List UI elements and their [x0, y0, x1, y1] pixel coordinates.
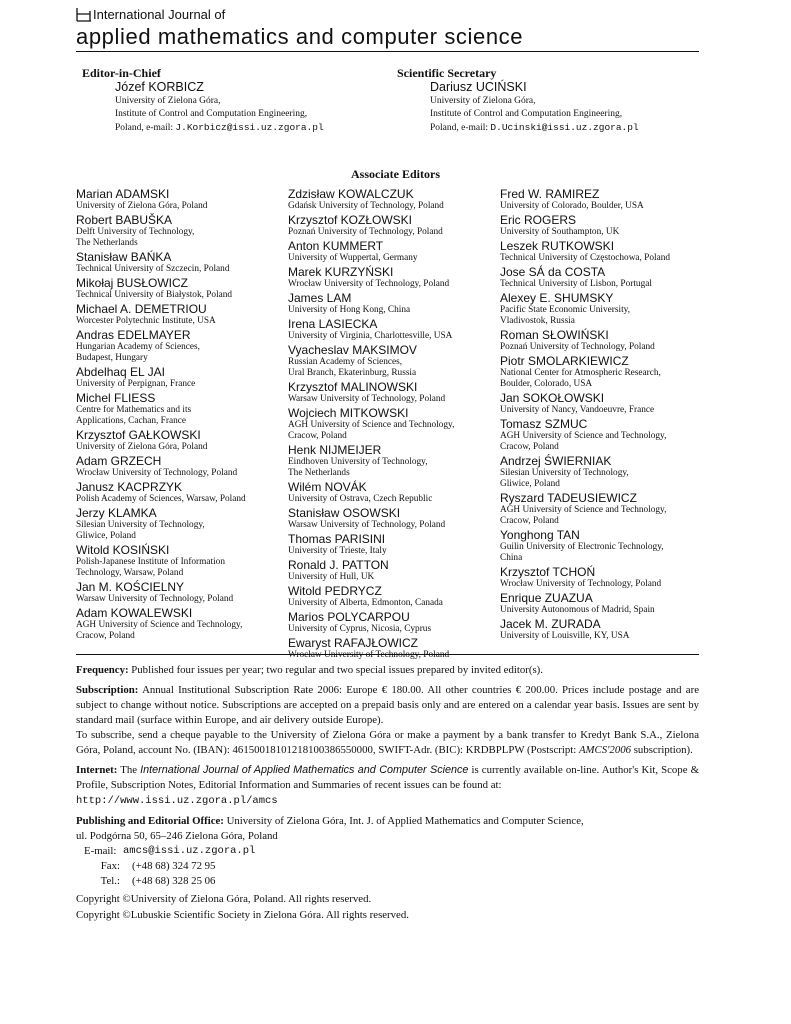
editor-entry: [76, 454, 291, 479]
editor-name: Andrzej ŚWIERNIAK: [500, 454, 612, 468]
editor-name: Krzysztof TCHOŃ: [500, 565, 596, 579]
editor-affiliation: Boulder, Colorado, USA: [500, 379, 593, 389]
editor-entry: [76, 580, 291, 605]
masthead: [76, 6, 700, 50]
editor-affiliation: University of Cyprus, Nicosia, Cyprus: [288, 624, 432, 634]
editor-entry: [500, 454, 715, 490]
editor-name: Jacek M. ZURADA: [500, 617, 601, 631]
editor-entry: [76, 302, 291, 327]
editor-entry: [76, 391, 291, 427]
subscription-paragraph: [76, 683, 699, 728]
editor-entry: [76, 187, 291, 212]
editor-entry: [76, 543, 291, 579]
secretary-name: Dariusz UCIŃSKI: [430, 80, 527, 94]
contact-block: [84, 844, 699, 889]
editor-name: Piotr SMOLARKIEWICZ: [500, 354, 629, 368]
editor-affiliation: Silesian University of Technology,: [76, 520, 205, 530]
editor-affiliation: Wrocław University of Technology, Poland: [76, 468, 238, 478]
editor-name: Stanisław OSOWSKI: [288, 506, 401, 520]
tel-value: (+48 68) 328 25 06: [132, 875, 216, 887]
editor-name: Michel FLIESS: [76, 391, 156, 405]
editor-affiliation: Poznań University of Technology, Poland: [288, 227, 443, 237]
fax-label: Fax:: [100, 860, 120, 872]
editor-entry: [288, 213, 503, 238]
editor-entry: [500, 239, 715, 264]
editor-affiliation: Cracow, Poland: [76, 631, 135, 641]
editor-affiliation: University of Zielona Góra, Poland: [76, 201, 208, 211]
editor-entry: [288, 506, 503, 531]
editor-entry: [500, 417, 715, 453]
editor-affiliation: Gliwice, Poland: [500, 479, 560, 489]
cheque-text: To subscribe, send a cheque payable to the University of Zielona Góra or make a payment by a bank transfer to Kredyt Bank S.A., Zielona Góra, Poland, account No. (IBAN): 46150018101218100386550000, SWIFT-Adr. (BIC): KRDBPLPW (Postscript:: [76, 729, 699, 756]
secretary-block: [397, 67, 639, 135]
internet-text: is currently available on-line. Author's Kit, Scope & Profile, Subscription Notes, Editorial Information and Summaries of recent issues can be found at:: [76, 764, 699, 791]
editor-name: Witold KOSIŃSKI: [76, 543, 170, 557]
editor-affiliation: Wrocław University of Technology, Poland: [288, 279, 450, 289]
editor-affiliation: Warsaw University of Technology, Poland: [76, 594, 234, 604]
editor-name: Vyacheslav MAKSIMOV: [288, 343, 417, 357]
editor-name: Marios POLYCARPOU: [288, 610, 410, 624]
editor-affiliation: University of Zielona Góra, Poland: [76, 442, 208, 452]
editor-entry: [288, 584, 503, 609]
editor-name: Enrique ZUAZUA: [500, 591, 593, 605]
editor-name: Jan M. KOŚCIELNY: [76, 580, 185, 594]
editor-entry: [288, 610, 503, 635]
editor-affiliation: University of Trieste, Italy: [288, 546, 387, 556]
contact-email-link[interactable]: amcs@issi.uz.zgora.pl: [123, 845, 256, 857]
editor-name: Anton KUMMERT: [288, 239, 384, 253]
office-paragraph: [76, 814, 699, 844]
frequency-paragraph: [76, 663, 699, 678]
editor-entry: [500, 291, 715, 327]
editor-affiliation: National Center for Atmospheric Research,: [500, 368, 661, 378]
contact-tel-row: [84, 874, 699, 889]
editor-name: Alexey E. SHUMSKY: [500, 291, 614, 305]
editor-name: Wilém NOVÁK: [288, 480, 367, 494]
editor-name: Krzysztof GAŁKOWSKI: [76, 428, 201, 442]
editor-affiliation: Warsaw University of Technology, Poland: [288, 394, 446, 404]
journal-logo-icon: [76, 8, 92, 22]
editor-entry: [288, 380, 503, 405]
secretary-aff2: Institute of Control and Computation Engineering,: [430, 109, 623, 119]
editor-entry: [76, 365, 291, 390]
editor-affiliation: Centre for Mathematics and its: [76, 405, 192, 415]
editor-entry: [76, 606, 291, 642]
editor-affiliation: Technical University of Szczecin, Poland: [76, 264, 230, 274]
editor-name: Fred W. RAMIREZ: [500, 187, 600, 201]
editor-in-chief-aff1: University of Zielona Góra,: [115, 96, 221, 106]
copyright-university: Copyright ©University of Zielona Góra, Poland. All rights reserved.: [76, 893, 372, 905]
editor-entry: [288, 239, 503, 264]
editor-name: Mikołaj BUSŁOWICZ: [76, 276, 189, 290]
editor-entry: [288, 317, 503, 342]
editor-in-chief-aff3: [115, 121, 324, 135]
editor-affiliation: Polish-Japanese Institute of Information: [76, 557, 225, 567]
editor-name: Tomasz SZMUC: [500, 417, 588, 431]
editor-affiliation: Wrocław University of Technology, Poland: [500, 579, 662, 589]
editor-affiliation: Gdańsk University of Technology, Poland: [288, 201, 444, 211]
editor-entry: [288, 265, 503, 290]
editor-entry: [76, 480, 291, 505]
secretary-email[interactable]: D.Ucinski@issi.uz.zgora.pl: [490, 122, 639, 133]
editor-affiliation: AGH University of Science and Technology,: [500, 505, 667, 515]
header-rule: [76, 51, 699, 52]
editor-affiliation: University of Southampton, UK: [500, 227, 620, 237]
editor-affiliation: Silesian University of Technology,: [500, 468, 629, 478]
editor-name: Wojciech MITKOWSKI: [288, 406, 409, 420]
editor-name: Adam GRZECH: [76, 454, 162, 468]
secretary-aff3: [430, 121, 639, 135]
editor-entry: [500, 187, 715, 212]
editor-affiliation: University of Wuppertal, Germany: [288, 253, 418, 263]
editor-name: Thomas PARISINI: [288, 532, 386, 546]
editor-affiliation: Applications, Cachan, France: [76, 416, 186, 426]
editor-name: Ronald J. PATTON: [288, 558, 389, 572]
editor-affiliation: Russian Academy of Sciences,: [288, 357, 403, 367]
editor-name: Yonghong TAN: [500, 528, 580, 542]
editor-name: Adam KOWALEWSKI: [76, 606, 193, 620]
editor-affiliation: University of Louisville, KY, USA: [500, 631, 630, 641]
editor-entry: [500, 213, 715, 238]
editor-affiliation: Hungarian Academy of Sciences,: [76, 342, 200, 352]
journal-title: applied mathematics and computer science: [76, 24, 524, 49]
editor-affiliation: Worcester Polytechnic Institute, USA: [76, 316, 216, 326]
footer-rule: [76, 654, 699, 655]
secretary-heading: Scientific Secretary: [397, 66, 497, 80]
editor-affiliation: University of Colorado, Boulder, USA: [500, 201, 644, 211]
editor-affiliation: China: [500, 553, 523, 563]
tel-label: Tel.:: [100, 875, 120, 887]
editor-affiliation: Vladivostok, Russia: [500, 316, 575, 326]
editor-affiliation: Cracow, Poland: [288, 431, 347, 441]
editor-entry: [76, 276, 291, 301]
editor-name: Henk NIJMEIJER: [288, 443, 382, 457]
office-text: University of Zielona Góra, Int. J. of Applied Mathematics and Computer Science,: [223, 815, 584, 827]
editor-affiliation: Cracow, Poland: [500, 442, 559, 452]
editor-affiliation: Delft University of Technology,: [76, 227, 195, 237]
editor-in-chief-heading: Editor-in-Chief: [82, 66, 161, 80]
subscription-label: Subscription:: [76, 684, 139, 696]
editor-affiliation: AGH University of Science and Technology,: [500, 431, 667, 441]
editor-affiliation: University of Virginia, Charlottesville, USA: [288, 331, 453, 341]
editor-affiliation: Pacific State Economic University,: [500, 305, 631, 315]
secretary-email-prefix: Poland, e-mail:: [430, 123, 491, 133]
journal-subtitle: International Journal of: [93, 7, 226, 22]
editor-entry: [288, 291, 503, 316]
frequency-label: Frequency:: [76, 664, 129, 676]
editors-column-3: [500, 187, 715, 643]
editor-affiliation: University of Hull, UK: [288, 572, 375, 582]
editor-entry: [288, 532, 503, 557]
editor-entry: [76, 250, 291, 275]
editor-name: Zdzisław KOWALCZUK: [288, 187, 414, 201]
editor-name: Janusz KACPRZYK: [76, 480, 183, 494]
editor-affiliation: Warsaw University of Technology, Poland: [288, 520, 446, 530]
editor-name: Ryszard TADEUSIEWICZ: [500, 491, 637, 505]
editor-entry: [288, 343, 503, 379]
editor-affiliation: Ural Branch, Ekaterinburg, Russia: [288, 368, 417, 378]
editors-column-2: [288, 187, 503, 662]
journal-line: [76, 6, 700, 22]
editor-in-chief-name: Józef KORBICZ: [115, 80, 204, 94]
editors-column-1: [76, 187, 291, 643]
editor-entry: [288, 406, 503, 442]
editor-affiliation: University of Alberta, Edmonton, Canada: [288, 598, 443, 608]
cheque-end: subscription).: [631, 744, 693, 756]
editor-name: Abdelhaq EL JAI: [76, 365, 165, 379]
editor-affiliation: Technical University of Częstochowa, Poland: [500, 253, 671, 263]
contact-fax-row: [84, 859, 699, 874]
editor-name: Andras EDELMAYER: [76, 328, 191, 342]
editor-name: Krzysztof KOZŁOWSKI: [288, 213, 413, 227]
internet-paragraph: [76, 763, 699, 809]
editor-name: Marek KURZYŃSKI: [288, 265, 394, 279]
editor-name: Eric ROGERS: [500, 213, 577, 227]
cheque-postscript: AMCS'2006: [578, 744, 632, 756]
editor-entry: [76, 328, 291, 364]
editor-affiliation: University of Nancy, Vandoeuvre, France: [500, 405, 655, 415]
editor-entry: [288, 480, 503, 505]
editor-name: Jose SÁ da COSTA: [500, 265, 606, 279]
editor-name: Leszek RUTKOWSKI: [500, 239, 615, 253]
editor-affiliation: Poznań University of Technology, Poland: [500, 342, 655, 352]
editor-affiliation: University Autonomous of Madrid, Spain: [500, 605, 655, 615]
editor-affiliation: University of Ostrava, Czech Republic: [288, 494, 433, 504]
editor-entry: [288, 558, 503, 583]
editor-affiliation: Budapest, Hungary: [76, 353, 148, 363]
internet-pre: The: [117, 764, 141, 776]
editor-entry: [500, 328, 715, 353]
editor-name: Krzysztof MALINOWSKI: [288, 380, 418, 394]
editor-in-chief-aff2: Institute of Control and Computation Engineering,: [115, 109, 308, 119]
publication-info: [76, 663, 699, 923]
editor-entry: [76, 506, 291, 542]
internet-journal-name: International Journal of Applied Mathematics and Computer Science: [140, 764, 469, 776]
contact-email-row: [84, 844, 699, 859]
editor-affiliation: University of Perpignan, France: [76, 379, 196, 389]
editor-name: Michael A. DEMETRIOU: [76, 302, 207, 316]
editor-entry: [500, 491, 715, 527]
editor-in-chief-email[interactable]: J.Korbicz@issi.uz.zgora.pl: [175, 122, 324, 133]
office-label: Publishing and Editorial Office:: [76, 815, 224, 827]
editor-entry: [500, 391, 715, 416]
editor-name: Jerzy KLAMKA: [76, 506, 157, 520]
editor-entry: [500, 354, 715, 390]
editor-name: Stanisław BAŃKA: [76, 250, 172, 264]
email-label: E-mail:: [84, 845, 117, 857]
editor-affiliation: University of Hong Kong, China: [288, 305, 411, 315]
office-address: ul. Podgórna 50, 65–246 Zielona Góra, Poland: [76, 830, 278, 842]
editor-entry: [500, 265, 715, 290]
editor-affiliation: Guilin University of Electronic Technology,: [500, 542, 664, 552]
editor-affiliation: Technology, Warsaw, Poland: [76, 568, 184, 578]
editor-entry: [500, 528, 715, 564]
editor-affiliation: Polish Academy of Sciences, Warsaw, Poland: [76, 494, 246, 504]
editor-affiliation: Wrocław University of Technology, Poland: [288, 650, 450, 660]
cheque-paragraph: [76, 728, 699, 758]
editor-affiliation: Cracow, Poland: [500, 516, 559, 526]
editor-entry: [76, 428, 291, 453]
editor-entry: [500, 617, 715, 642]
editor-name: James LAM: [288, 291, 352, 305]
editor-name: Robert BABUŠKA: [76, 213, 173, 227]
editor-affiliation: The Netherlands: [76, 238, 138, 248]
editor-entry: [500, 591, 715, 616]
editor-name: Roman SŁOWIŃSKI: [500, 328, 609, 342]
journal-url-link[interactable]: http://www.issi.uz.zgora.pl/amcs: [76, 795, 278, 807]
editor-name: Witold PEDRYCZ: [288, 584, 382, 598]
editor-entry: [288, 636, 503, 661]
editor-name: Irena LASIECKA: [288, 317, 378, 331]
editor-affiliation: Technical University of Lisbon, Portugal: [500, 279, 652, 289]
subscription-text: Annual Institutional Subscription Rate 2006: Europe € 180.00. All other countries € 200.00. Prices include postage and are subject to change without notice. Subscriptions are accepted on a prepaid basis only and are entered on a calendar year basis. Issues are sent by standard mail (surface within Europe, and air delivery outside Europe).: [76, 684, 699, 726]
editor-name: Marian ADAMSKI: [76, 187, 170, 201]
editor-name: Ewaryst RAFAJŁOWICZ: [288, 636, 419, 650]
editor-entry: [76, 213, 291, 249]
editor-in-chief-block: [82, 67, 324, 135]
editor-name: Jan SOKOŁOWSKI: [500, 391, 605, 405]
editor-affiliation: Eindhoven University of Technology,: [288, 457, 428, 467]
editor-entry: [500, 565, 715, 590]
editor-in-chief-email-prefix: Poland, e-mail:: [115, 123, 176, 133]
editor-entry: [288, 443, 503, 479]
editor-entry: [288, 187, 503, 212]
fax-value: (+48 68) 324 72 95: [132, 860, 216, 872]
copyright-society: Copyright ©Lubuskie Scientific Society in Zielona Góra. All rights reserved.: [76, 909, 409, 921]
editor-affiliation: The Netherlands: [288, 468, 350, 478]
frequency-text: Published four issues per year; two regular and two special issues prepared by invited editor(s).: [128, 664, 543, 676]
editor-affiliation: Gliwice, Poland: [76, 531, 136, 541]
associate-editors-heading: Associate Editors: [351, 167, 440, 181]
editor-affiliation: AGH University of Science and Technology,: [288, 420, 455, 430]
secretary-aff1: University of Zielona Góra,: [430, 96, 536, 106]
editor-affiliation: Technical University of Białystok, Poland: [76, 290, 233, 300]
internet-label: Internet:: [76, 764, 118, 776]
editor-affiliation: AGH University of Science and Technology,: [76, 620, 243, 630]
